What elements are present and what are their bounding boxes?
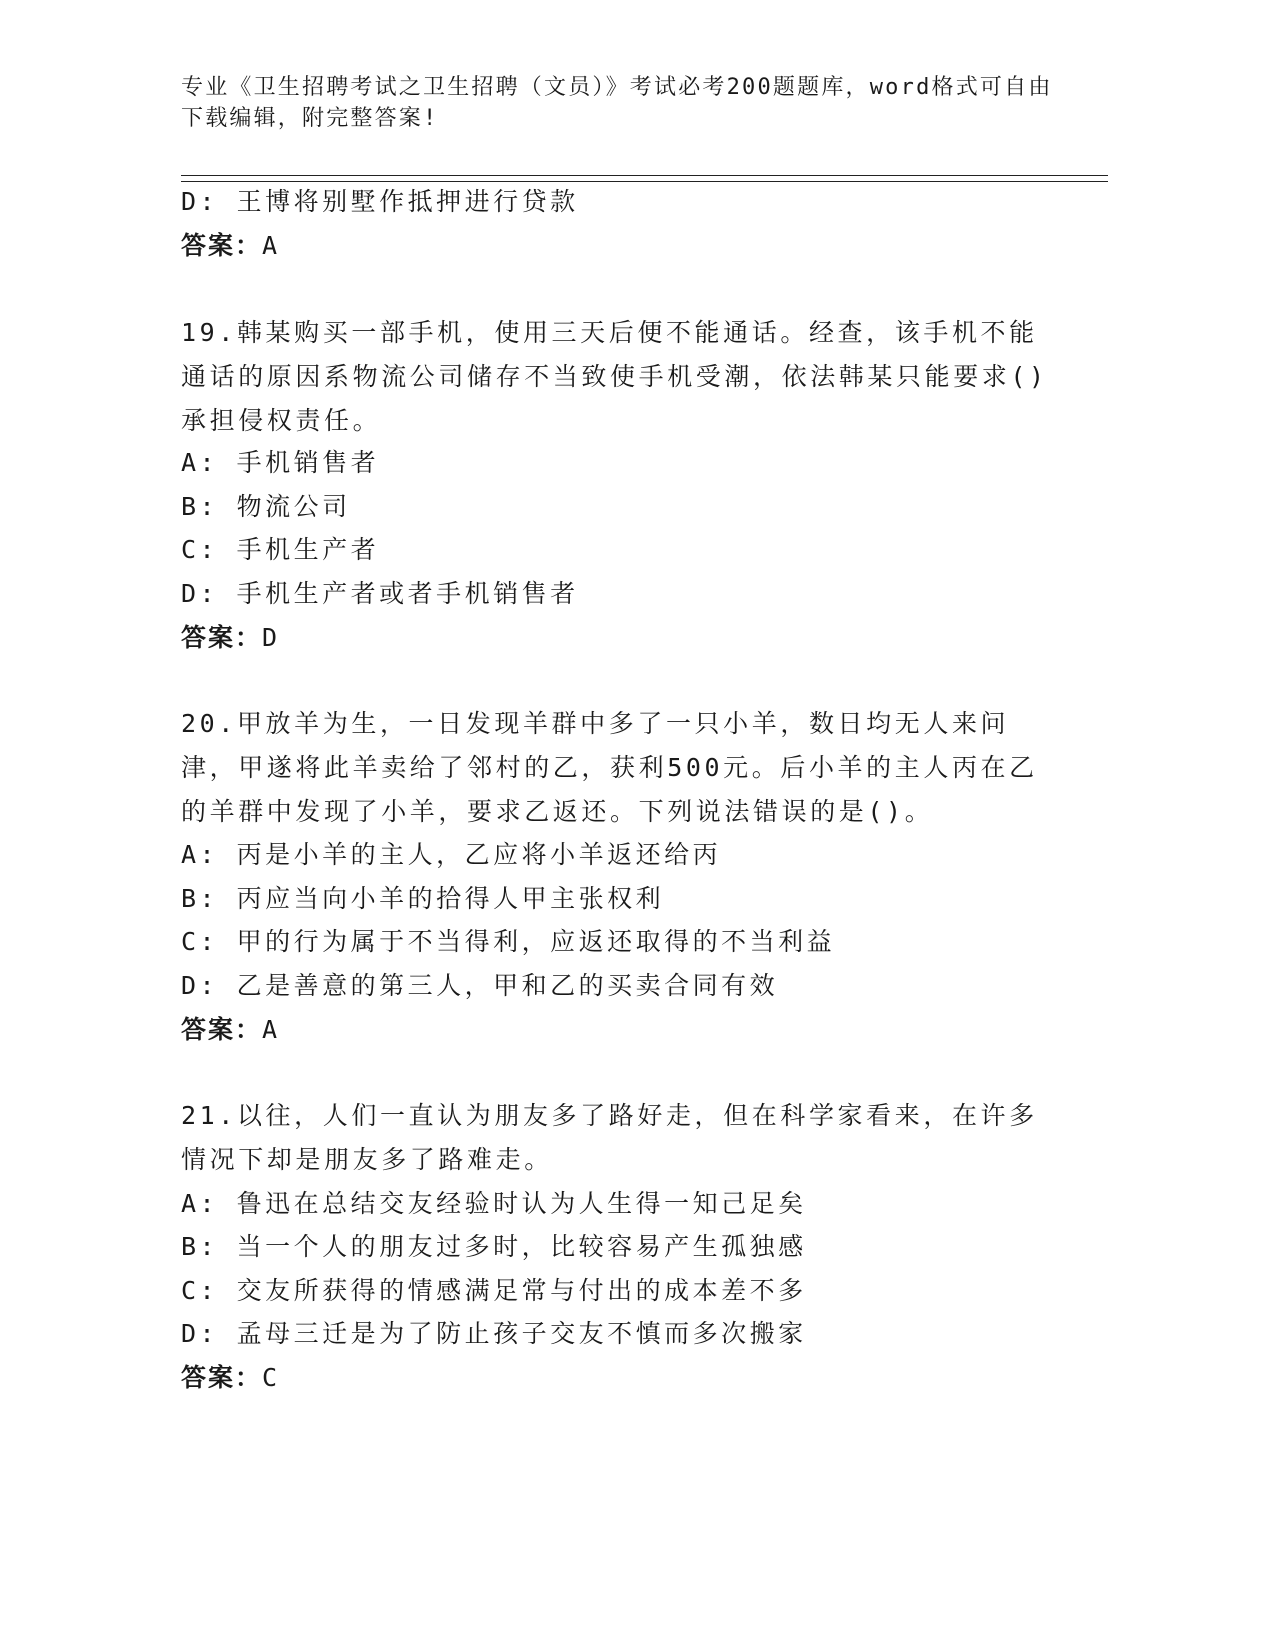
question-19-option-a: A: 手机销售者 [181, 448, 380, 477]
question-20-option-d: D: 乙是善意的第三人，甲和乙的买卖合同有效 [181, 971, 779, 1000]
header-divider-bottom [181, 181, 1108, 182]
question-19-text: 19.韩某购买一部手机，使用三天后便不能通话。经查，该手机不能通话的原因系物流公司储存不当致使手机受潮，依法韩某只能要求()承担侵权责任。 [181, 318, 1048, 435]
answer-label: 答案： [181, 1015, 263, 1044]
answer-value: A [262, 231, 280, 260]
question-21-option-c: C: 交友所获得的情感满足常与付出的成本差不多 [181, 1276, 807, 1305]
answer-label: 答案： [181, 1363, 263, 1392]
question-21-option-b: B: 当一个人的朋友过多时，比较容易产生孤独感 [181, 1232, 807, 1261]
answer-value: A [262, 1015, 280, 1044]
question-21-answer [181, 1361, 279, 1395]
answer-label: 答案： [181, 623, 263, 652]
carryover-option-d: D: 王博将别墅作抵押进行贷款 [181, 187, 579, 216]
document-header: 专业《卫生招聘考试之卫生招聘（文员）》考试必考200题题库，word格式可自由下载编辑，附完整答案! [181, 75, 1053, 131]
header-divider-top [181, 175, 1108, 176]
question-21-option-a: A: 鲁迅在总结交友经验时认为人生得一知己足矣 [181, 1189, 807, 1218]
question-19-answer [181, 621, 279, 655]
question-19-option-b: B: 物流公司 [181, 492, 351, 521]
question-20-answer [181, 1013, 279, 1047]
answer-label: 答案： [181, 231, 263, 260]
question-20-text: 20.甲放羊为生，一日发现羊群中多了一只小羊，数日均无人来问津，甲遂将此羊卖给了邻村的乙，获利500元。后小羊的主人丙在乙的羊群中发现了小羊，要求乙返还。下列说法错误的是()。 [181, 709, 1038, 826]
question-21-option-d: D: 孟母三迁是为了防止孩子交友不慎而多次搬家 [181, 1319, 807, 1348]
answer-value: C [262, 1363, 280, 1392]
answer-value: D [262, 623, 280, 652]
question-21-text: 21.以往，人们一直认为朋友多了路好走，但在科学家看来，在许多情况下却是朋友多了路难走。 [181, 1101, 1038, 1174]
carryover-answer [181, 229, 279, 263]
question-20-option-b: B: 丙应当向小羊的拾得人甲主张权利 [181, 884, 665, 913]
question-20-option-a: A: 丙是小羊的主人，乙应将小羊返还给丙 [181, 840, 722, 869]
question-19-option-c: C: 手机生产者 [181, 535, 380, 564]
question-20-option-c: C: 甲的行为属于不当得利，应返还取得的不当利益 [181, 927, 836, 956]
question-19-option-d: D: 手机生产者或者手机销售者 [181, 579, 579, 608]
